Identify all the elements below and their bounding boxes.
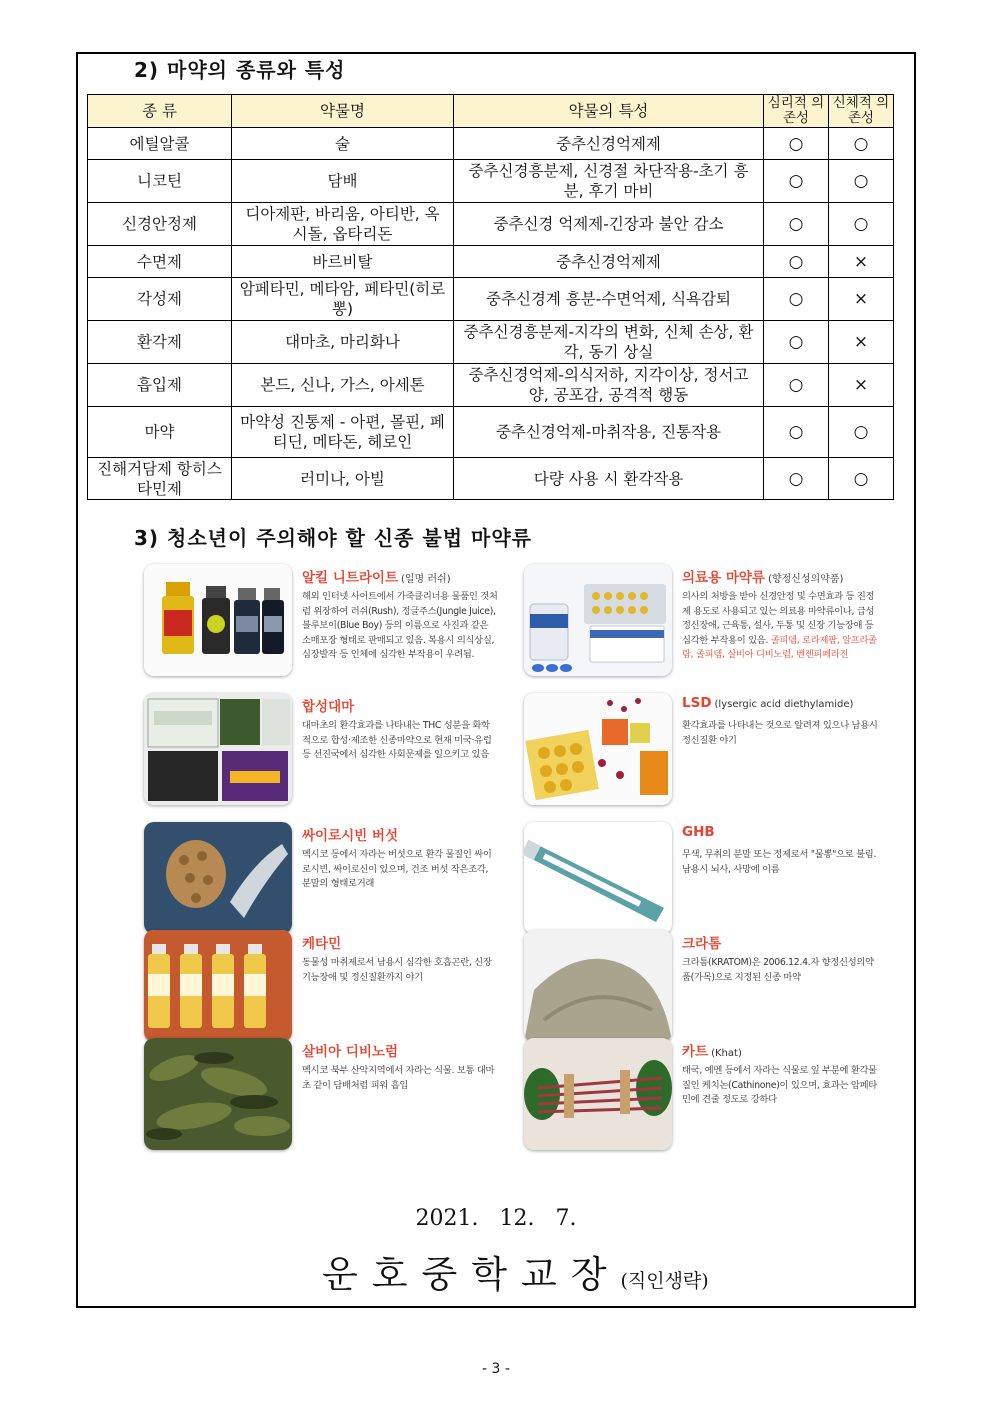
cell-drug-name: 본드, 신나, 가스, 아세톤 — [232, 364, 454, 407]
cell-psych: ○ — [764, 321, 829, 364]
cell-drug-name: 대마초, 마리화나 — [232, 321, 454, 364]
drug-card — [524, 564, 884, 676]
cell-drug-name: 디아제판, 바리움, 아티반, 옥시돌, 옵타리돈 — [232, 203, 454, 246]
drug-card — [144, 822, 504, 934]
card-title: 합성대마 — [302, 699, 355, 715]
table-row — [88, 458, 894, 500]
drug-card — [524, 693, 884, 805]
ghb-tube-image — [524, 822, 672, 934]
document-date: 2021. 12. 7. — [415, 1206, 577, 1231]
drug-card — [144, 564, 504, 676]
drug-card — [524, 930, 884, 1042]
card-title: 크라톰 — [682, 936, 722, 952]
drug-card — [144, 1038, 504, 1150]
header-effect: 약물의 특성 — [454, 95, 764, 128]
table-header-row — [88, 95, 894, 128]
pill-packs-image — [524, 564, 672, 676]
drug-types-table — [87, 94, 894, 500]
table-row — [88, 407, 894, 458]
seal-omitted-note: (직인생략) — [620, 1270, 709, 1292]
lsd-tabs-image — [524, 693, 672, 805]
cell-psych: ○ — [764, 246, 829, 278]
cell-phys: ○ — [829, 407, 894, 458]
cell-type: 각성제 — [88, 278, 232, 321]
cell-effect: 중추신경 억제제-긴장과 불안 감소 — [454, 203, 764, 246]
ketamine-vials-image — [144, 930, 292, 1042]
herbal-packets-image — [144, 693, 292, 805]
cell-type: 마약 — [88, 407, 232, 458]
rush-bottles-image — [144, 564, 292, 676]
cell-phys: × — [829, 364, 894, 407]
cell-drug-name: 담배 — [232, 160, 454, 203]
table-row — [88, 364, 894, 407]
cell-phys: × — [829, 246, 894, 278]
table-row — [88, 128, 894, 160]
card-title: GHB — [682, 824, 715, 840]
card-description: 의사의 처방을 받아 신경안정 및 수면효과 등 진정제 용도로 사용되고 있는 의료용 마약류이나, 급성 정신장애, 근육통, 설사, 두통 및 신장 기능장애 등 심각한 부작용이 있음. 졸피뎀, 로라제팜, 알프라졸람, 졸피뎀, 살비아 디비노럼, 벤젠피페라진 — [682, 591, 877, 661]
cell-effect: 중추신경흥분제, 신경절 차단작용-초기 흥분, 후기 마비 — [454, 160, 764, 203]
cell-psych: ○ — [764, 458, 829, 500]
cell-type: 진해거담제 항히스타민제 — [88, 458, 232, 500]
cell-effect: 중추신경억제제 — [454, 128, 764, 160]
drug-card — [524, 822, 884, 934]
khat-bundle-image — [524, 1038, 672, 1150]
card-title: LSD (lysergic acid diethylamide) — [682, 695, 854, 711]
card-description: 환각효과를 나타내는 것으로 알려져 있으나 남용시 정신질환 야기 — [682, 720, 878, 746]
cell-type: 흡입제 — [88, 364, 232, 407]
table-row — [88, 203, 894, 246]
cell-type: 에틸알콜 — [88, 128, 232, 160]
header-drug-name: 약물명 — [232, 95, 454, 128]
card-description: 멕시코 등에서 자라는 버섯으로 환각 물질인 싸이로시빈, 싸이로신이 있으며, 건조 버섯 작은조각, 분말의 형태로거래 — [302, 849, 492, 890]
card-description: 무색, 무취의 분말 또는 정제로서 "물뽕"으로 불림. 남용시 뇌사, 사망에 이름 — [682, 849, 877, 875]
cell-phys: × — [829, 278, 894, 321]
cell-effect: 중추신경흥분제-지각의 변화, 신체 손상, 환각, 동기 상실 — [454, 321, 764, 364]
card-title: 알킬 니트라이트 (일명 러쉬) — [302, 570, 451, 586]
drug-card — [144, 693, 504, 805]
page-number: - 3 - — [482, 1361, 510, 1377]
cell-phys: ○ — [829, 128, 894, 160]
cell-psych: ○ — [764, 364, 829, 407]
cell-effect: 중추신경억제-마취작용, 진통작용 — [454, 407, 764, 458]
drug-card — [524, 1038, 884, 1150]
cell-drug-name: 술 — [232, 128, 454, 160]
table-row — [88, 160, 894, 203]
dried-leaves-image — [144, 1038, 292, 1150]
cell-type: 환각제 — [88, 321, 232, 364]
principal-signature — [322, 1244, 709, 1298]
card-description: 태국, 예멘 등에서 자라는 식물로 잎 부분에 환각물질인 케치논(Cathinone)이 있으며, 효과는 암페타민에 견줄 정도로 강하다 — [682, 1065, 877, 1106]
card-title: 살비아 디비노럼 — [302, 1044, 398, 1060]
cell-effect: 다량 사용 시 환각작용 — [454, 458, 764, 500]
kratom-powder-image — [524, 930, 672, 1042]
cell-psych: ○ — [764, 128, 829, 160]
card-title: 케타민 — [302, 936, 342, 952]
cell-effect: 중추신경계 흥분-수면억제, 식욕감퇴 — [454, 278, 764, 321]
card-description: 크라톰(KRATOM)은 2006.12.4.자 향정신성의약품(가목)으로 지정된 신종 마약 — [682, 957, 874, 983]
card-description: 대마초의 환각효과를 나타내는 THC 성분을 화학적으로 합성·제조한 신종마약으로 현재 미국·유럽 등 선진국에서 심각한 사회문제를 일으키고 있음 — [302, 720, 492, 761]
card-title: 카트 (Khat) — [682, 1044, 742, 1060]
cell-drug-name: 바르비탈 — [232, 246, 454, 278]
cell-phys: × — [829, 321, 894, 364]
cell-effect: 중추신경억제-의식저하, 지각이상, 정서고양, 공포감, 공격적 행동 — [454, 364, 764, 407]
cell-psych: ○ — [764, 407, 829, 458]
cell-drug-name: 마약성 진통제 - 아편, 몰핀, 페티딘, 메타돈, 헤로인 — [232, 407, 454, 458]
cell-type: 니코틴 — [88, 160, 232, 203]
table-row — [88, 278, 894, 321]
section-title-new-drugs: 3) 청소년이 주의해야 할 신종 불법 마약류 — [134, 526, 532, 550]
drug-list-highlight: 졸피뎀, 로라제팜, 알프라졸람, 졸피뎀, 살비아 디비노럼, 벤젠피페라진 — [682, 634, 877, 661]
cell-phys: ○ — [829, 458, 894, 500]
cell-effect: 중추신경억제제 — [454, 246, 764, 278]
cell-drug-name: 러미나, 아빌 — [232, 458, 454, 500]
card-description: 멕시코 북부 산악지역에서 자라는 식물. 보통 대마초 같이 담배처럼 피워 흡입 — [302, 1065, 495, 1091]
cell-phys: ○ — [829, 203, 894, 246]
header-psych-dependence: 심리적 의존성 — [764, 95, 829, 128]
card-title: 의료용 마약류 (향정신성의약품) — [682, 570, 844, 586]
card-title: 싸이로시빈 버섯 — [302, 828, 398, 844]
table-row — [88, 321, 894, 364]
card-description: 동물성 마취제로서 남용시 심각한 호흡곤란, 신장 기능장애 및 정신질환까지 야기 — [302, 957, 492, 983]
section-title-drug-types: 2) 마약의 종류와 특성 — [134, 58, 346, 82]
header-type: 종 류 — [88, 95, 232, 128]
cell-drug-name: 암페타민, 메타암, 페타민(히로뽕) — [232, 278, 454, 321]
cell-phys: ○ — [829, 160, 894, 203]
cell-type: 신경안정제 — [88, 203, 232, 246]
header-phys-dependence: 신체적 의존성 — [829, 95, 894, 128]
card-description: 해외 인터넷 사이트에서 가죽클리너용 물품인 것처럼 위장하여 러쉬(Rush), 정글주스(Jungle Juice), 블루보이(Blue Boy) 등의 이름으로 사진과 같은 소매포장 형태로 판매되고 있음. 복용시 의식상실, 심장발작 등 인체에 심각한 부작용이 우려됨. — [302, 591, 498, 661]
cell-psych: ○ — [764, 203, 829, 246]
cell-type: 수면제 — [88, 246, 232, 278]
table-row — [88, 246, 894, 278]
mushroom-image — [144, 822, 292, 934]
signature-name: 운호중학교장 — [322, 1253, 621, 1296]
drug-card — [144, 930, 504, 1042]
cell-psych: ○ — [764, 160, 829, 203]
new-drugs-grid — [140, 560, 876, 1130]
cell-psych: ○ — [764, 278, 829, 321]
